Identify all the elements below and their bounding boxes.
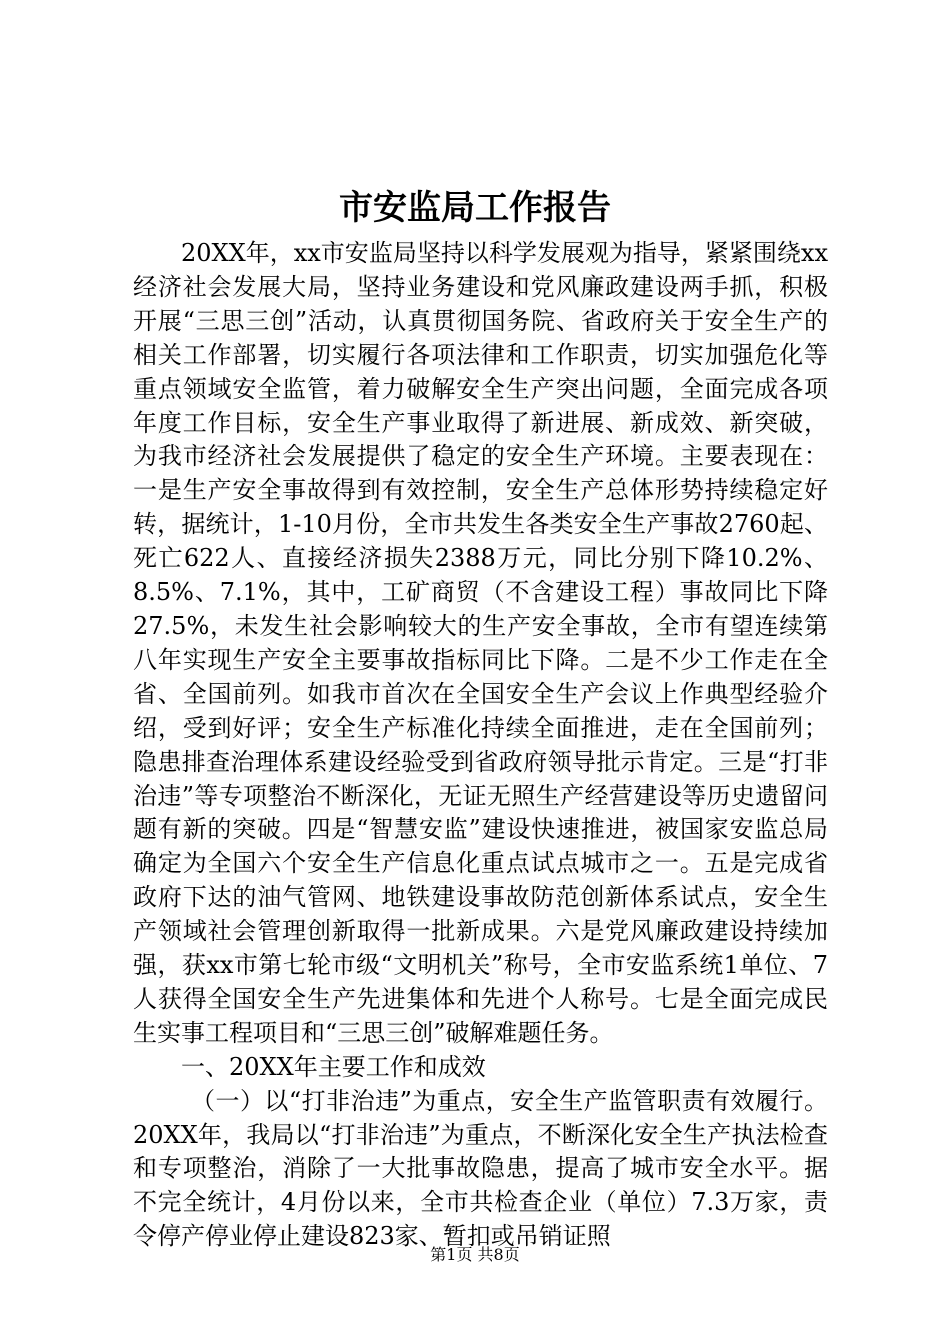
page-footer: 第1页 共8页 xyxy=(430,1245,520,1264)
document-body xyxy=(133,237,828,1254)
paragraph-intro: 20XX年，xx市安监局坚持以科学发展观为指导，紧紧围绕xx经济社会发展大局，坚持业务建设和党风廉政建设两手抓，积极开展“三思三创”活动，认真贯彻国务院、省政府关于安全生产的相关工作部署，切实履行各项法律和工作职责，切实加强危化等重点领域安全监管，着力破解安全生产突出问题，全面完成各项年度工作目标，安全生产事业取得了新进展、新成效、新突破，为我市经济社会发展提供了稳定的安全生产环境。主要表现在：一是生产安全事故得到有效控制，安全生产总体形势持续稳定好转，据统计，1-10月份，全市共发生各类安全生产事故2760起、死亡622人、直接经济损失2388万元，同比分别下降10.2%、8.5%、7.1%，其中，工矿商贸（不含建设工程）事故同比下降27.5%，未发生社会影响较大的生产安全事故，全市有望连续第八年实现生产安全主要事故指标同比下降。二是不少工作走在全省、全国前列。如我市首次在全国安全生产会议上作典型经验介绍，受到好评；安全生产标准化持续全面推进，走在全国前列；隐患排查治理体系建设经验受到省政府领导批示肯定。三是“打非治违”等专项整治不断深化，无证无照生产经营建设等历史遗留问题有新的突破。四是“智慧安监”建设快速推进，被国家安监总局确定为全国六个安全生产信息化重点试点城市之一。五是完成省政府下达的油气管网、地铁建设事故防范创新体系试点，安全生产领域社会管理创新取得一批新成果。六是党风廉政建设持续加强，获xx市第七轮市级“文明机关”称号，全市安监系统1单位、7人获得全国安全生产先进集体和先进个人称号。七是全面完成民生实事工程项目和“三思三创”破解难题任务。 xyxy=(133,239,828,1047)
paragraph-section-1: （一）以“打非治违”为重点，安全生产监管职责有效履行。20XX年，我局以“打非治违”为重点，不断深化安全生产执法检查和专项整治，消除了一大批事故隐患，提高了城市安全水平。据不完全统计，4月份以来，全市共检查企业（单位）7.3万家，责令停产停业停止建设823家、暂扣或吊销证照 xyxy=(133,1086,828,1251)
page-title: 市安监局工作报告 xyxy=(339,188,611,228)
section-heading: 一、20XX年主要工作和成效 xyxy=(181,1052,486,1081)
